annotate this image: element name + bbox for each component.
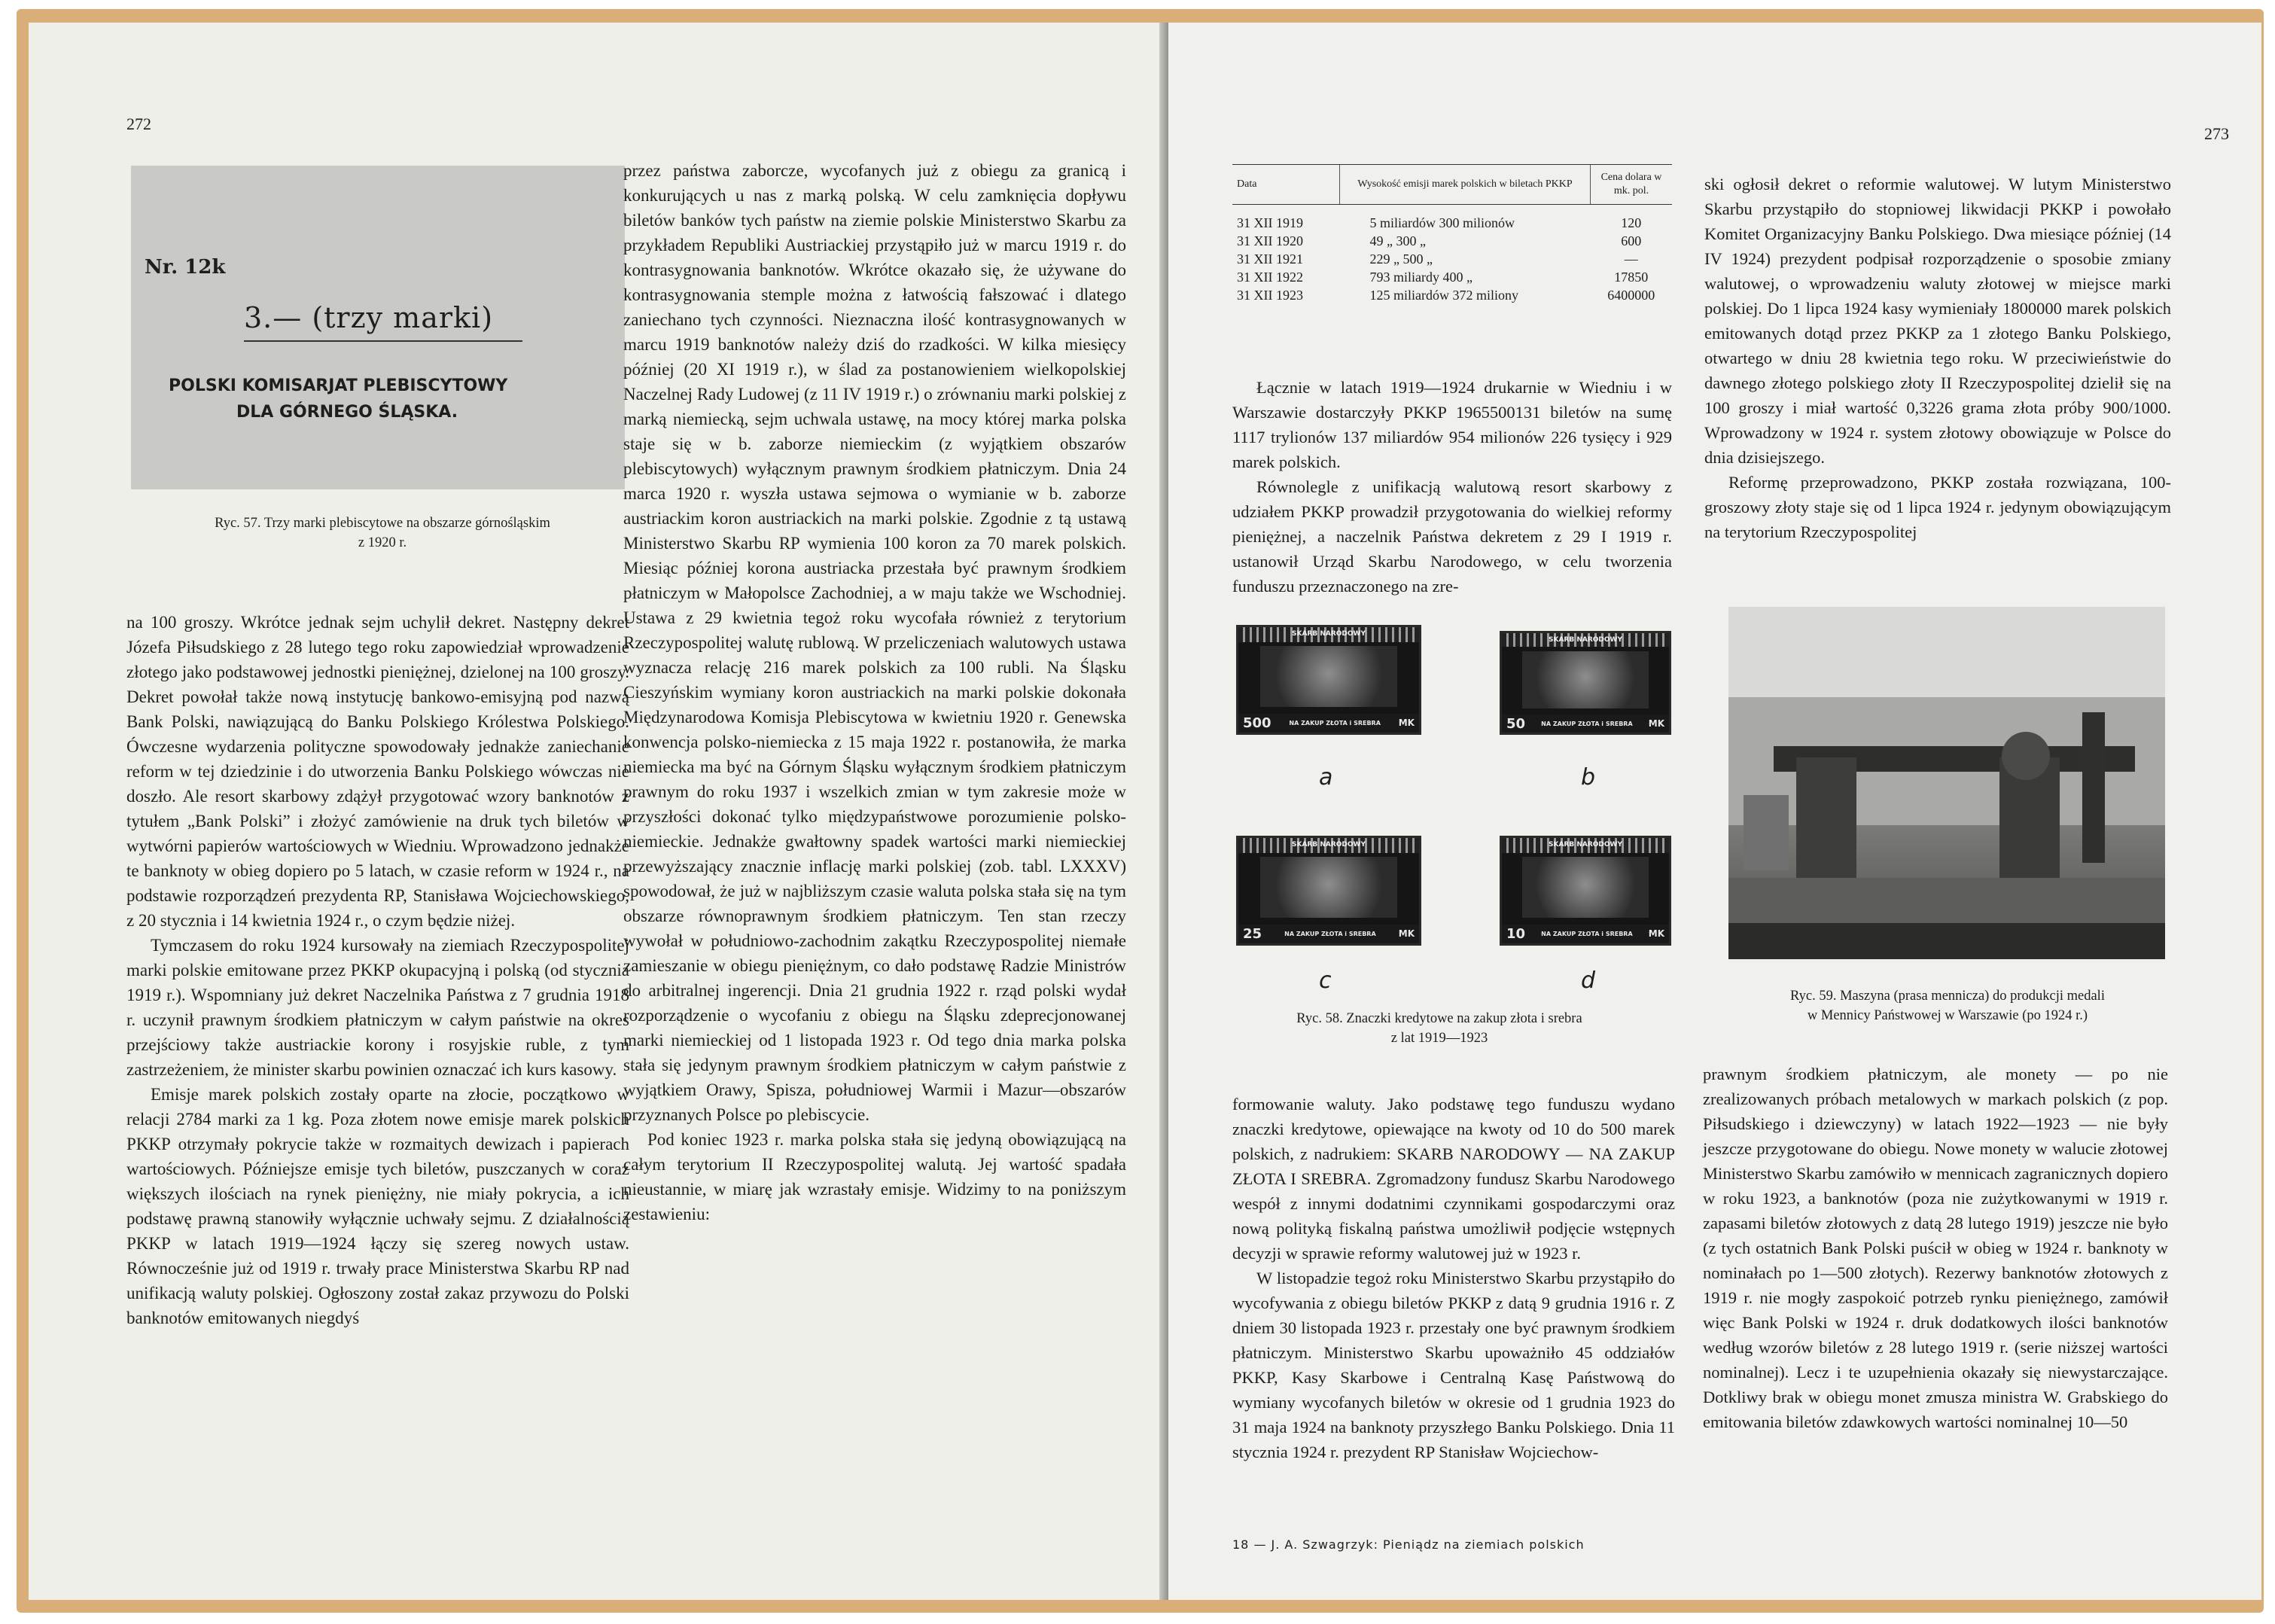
figure-57-line1: POLSKI KOMISARJAT PLEBISCYTOWY <box>169 376 508 395</box>
credit-stamp-d <box>1500 836 1671 946</box>
paragraph: Łącznie w latach 1919—1924 drukarnie w Wiedniu i w Warszawie dostarczyły PKKP 1965500131 biletów na sumę 1117 trylionów 137 miliardów 954 milionów 226 tysięcy i 929 marek polskich. <box>1232 378 1672 471</box>
stamp-vignette <box>1522 857 1649 918</box>
table-cell: 31 XII 1920 <box>1237 233 1303 248</box>
table-row <box>1232 286 1672 304</box>
caption-line: Ryc. 57. Trzy marki plebiscytowe na obszarze górnośląskim <box>215 516 550 531</box>
figure-57-caption <box>142 513 623 553</box>
stamp-band-text: NA ZAKUP ZŁOTA i SREBRA <box>1541 720 1633 727</box>
stamp-band-text: NA ZAKUP ZŁOTA i SREBRA <box>1284 930 1376 937</box>
paragraph: W listopadzie tegoż roku Ministerstwo Skarbu przystąpiło do wycofywania z obiegu biletów PKKP z datą 9 grudnia 1916 r. Z dniem 30 listopada 1923 r. przestały one być prawnym środkiem płatniczym. Ministerstwo Skarbu upoważniło 45 oddziałów PKKP, Kasy Skarbowe i Centralną Kasę Państwową do wymiany wycofanych biletów w okresie od 1 grudnia 1923 do 31 maja 1924 na banknoty przyszłego Banku Polskiego. Dnia 11 stycznia 1924 r. prezydent RP Stanisław Wojciechow- <box>1232 1269 1675 1461</box>
table-row <box>1232 250 1672 268</box>
stamp-vignette <box>1522 651 1649 709</box>
stamp-value: 25 <box>1243 925 1262 942</box>
table-cell: 125 miliardów 372 miliony <box>1369 288 1518 303</box>
paragraph: Tymczasem do roku 1924 kursowały na ziemiach Rzeczypospolitej marki polskie emitowane przez PKKP okupacyjną i polską (od stycznia 1919 r.). Wspomniany już dekret Naczelnika Państwa z 7 grudnia 1918 r. uczynił prawnym środkiem płatniczym w całym państwie na okres przejściowy także austriackie korony i rosyjskie ruble, z tym zastrzeżeniem, że minister skarbu powinien oznaczać ich kurs kasowy. <box>126 936 629 1079</box>
minting-press-photo <box>1728 607 2165 959</box>
table-row <box>1232 268 1672 286</box>
figure-57-title: 3.— (trzy marki) <box>244 301 494 334</box>
stamp-value: 10 <box>1506 925 1526 942</box>
paragraph: Emisje marek polskich zostały oparte na złocie, początkowo w relacji 2784 marki za 1 kg. Poza złotem nowe emisje marek polskich PKKP otrzymały pokrycie także w rozmaitych dewizach i papierach wartościowych. Późniejsze emisje tych biletów, puszczanych w coraz większych ilościach na rynek pieniężny, nie miały pokrycia, a ich podstawę prawną stanowiły wyłącznie uchwały sejmu. Z działalnością PKKP w latach 1919—1924 łączy się szereg nowych ustaw. Równocześnie już od 1919 r. trwały prace Ministerstwa Skarbu RP nad unifikacją waluty polskiej. Ogłoszony został zakaz przywozu do Polski banknotów emitowanych niegdyś <box>126 1085 629 1327</box>
table-header: Wysokość emisji marek polskich w biletach PKKP <box>1340 165 1591 205</box>
stamp-value-band <box>1238 925 1419 943</box>
table-cell: 31 XII 1919 <box>1237 215 1303 230</box>
stamp-header-text: SKARB NARODOWY <box>1292 841 1366 849</box>
paragraph: Reformę przeprowadzono, PKKP została rozwiązana, 100-groszowy złoty staje się od 1 lipca 1924 r. jedynym obowiązującym na terytorium Rzeczypospolitej <box>1704 473 2171 541</box>
paragraph: Równolegle z unifikacją walutową resort skarbowy z udziałem PKKP prowadził przygotowania do wielkiej reformy pieniężnej, a naczelnik Państwa dekretem z 29 I 1919 r. ustanowił Urząd Skarbu Narodowego, w celu tworzenia funduszu przeznaczonego na zre- <box>1232 477 1672 596</box>
paragraph: przez państwa zaborcze, wycofanych już z obiegu za granicą i konkurujących u nas z marką polską. W celu zamknięcia dopływu biletów banków tych państw na ziemie polskie Ministerstwo Skarbu za przykładem Republiki Austriackiej przystąpiło już w marcu 1919 r. do kontrasygnowania banknotów. Wkrótce okazało się, że używane do kontrasygnowania stemple można z łatwością fałszować i dlatego zaniechano tych czynności. Nieznaczna ilość kontrasygnowanych w marcu 1919 banknotów należy dziś do rzadkości. W kilka miesięcy później (20 XI 1919 r.), w ślad za postanowieniem wielkopolskiej Naczelnej Rady Ludowej (z 11 IV 1919 r.) o zrównaniu marki polskiej z marką niemiecką, sejm uchwala ustawę, na mocy której marka polska staje się w b. zaborze niemieckim (z wyjątkiem obszarów plebiscytowych) wyłącznym prawnym środkiem płatniczym. Dnia 24 marca 1920 r. wyszła ustawa sejmowa o wymianie w b. zaborze austriackim koron austriackich na marki polskie. Zgodnie z tą ustawą Ministerstwo Skarbu RP wymienia 100 koron za 70 marek polskich. Miesiąc później korona austriacka przestała być prawnym środkiem płatniczym w Małopolsce Zachodniej, a w maju także we Wschodniej. Ustawa z 29 kwietnia tegoż roku wycofała również z terytorium Rzeczypospolitej walutę rublową. W przeliczeniach walutowych ustawa wyznacza relację 216 marek polskich za 100 rubli. Na Śląsku Cieszyńskim wymiany koron austriackich na marki polskie dokonała Międzynarodowa Komisja Plebiscytowa w kwietniu 1920 r. Genewska konwencja polsko-niemiecka z 15 maja 1922 r. postanowiła, że marka niemiecka ma być na Górnym Śląsku wyłącznym środkiem płatniczym prawnym do roku 1937 i wszelkich zmian w tym zakresie może w przyszłości dokonać tylko międzypaństwowe porozumienie polsko-niemieckie. Jednakże gwałtowny spadek wartości marki niemieckiej przewyższający znacznie inflację marki polskiej (zob. tabl. LXXXV) spowodował, że już w najbliższym czasie waluta polska stała się na tym obszarze równoprawnym środkiem płatniczym. Ten stan rzeczy wywołał w południowo-zachodnim zakątku Rzeczypospolitej niemałe zamieszanie w obiegu pieniężnym, co dało podstawę Radzie Ministrów do arbitralnej ingerencji. Dnia 21 grudnia 1922 r. rząd polski wydał rozporządzenie o wycofaniu z obiegu na Śląsku zdeprecjonowanej marki niemieckiej od 1 listopada 1923 r. Od tego dnia marka polska stała się jedynym prawnym środkiem płatniczym w całym państwie z wyjątkiem Orawy, Spisza, południowej Warmii i Mazur—obszarów przyznanych Polsce po plebiscycie. <box>623 161 1126 1124</box>
stamp-header-text: SKARB NARODOWY <box>1549 636 1622 644</box>
text-column-4-top <box>1704 172 2171 544</box>
caption-line: z lat 1919—1923 <box>1390 1031 1488 1046</box>
table-cell: 31 XII 1923 <box>1237 288 1303 303</box>
caption-line: Ryc. 58. Znaczki kredytowe na zakup złota i srebra <box>1296 1011 1582 1026</box>
left-page <box>29 23 1167 1600</box>
table-cell: 120 <box>1621 215 1642 230</box>
caption-line: Ryc. 59. Maszyna (prasa mennicza) do produkcji medali <box>1790 989 2105 1004</box>
credit-stamp-b <box>1500 631 1671 735</box>
table-cell: 31 XII 1921 <box>1237 251 1303 267</box>
text-column-2 <box>623 158 1126 1226</box>
stamp-letter: a <box>1319 764 1333 791</box>
stamp-header-text: SKARB NARODOWY <box>1549 841 1622 849</box>
page-number-right: 273 <box>2204 124 2229 143</box>
text-column-1 <box>126 610 629 1330</box>
stamp-value: 500 <box>1243 714 1272 731</box>
table-cell: 793 miliardy 400 „ <box>1369 270 1473 285</box>
stamp-unit: MK <box>1648 928 1664 940</box>
stamp-unit: MK <box>1648 718 1664 730</box>
figure-58-caption <box>1214 1009 1665 1048</box>
text-column-3-top <box>1232 375 1672 599</box>
page-footer: 18 — J. A. Szwagrzyk: Pieniądz na ziemiach polskich <box>1232 1537 1585 1552</box>
stamp-vignette <box>1260 857 1397 918</box>
credit-stamp-a <box>1236 625 1421 735</box>
caption-line: z 1920 r. <box>358 535 407 550</box>
caption-line: w Mennicy Państwowej w Warszawie (po 1924 r.) <box>1807 1008 2088 1023</box>
table-header: Cena dolara w mk. pol. <box>1591 165 1673 205</box>
stamp-value-band <box>1502 925 1669 943</box>
table-cell: 6400000 <box>1607 288 1655 303</box>
stamp-letter: d <box>1581 967 1596 994</box>
stamp-band-text: NA ZAKUP ZŁOTA i SREBRA <box>1541 930 1633 937</box>
table-cell: — <box>1624 251 1638 267</box>
figure-59-caption <box>1725 986 2170 1025</box>
table-cell: 49 „ 300 „ <box>1369 233 1426 248</box>
credit-stamp-c <box>1236 836 1421 946</box>
stamp-vignette <box>1260 646 1397 707</box>
paragraph: formowanie waluty. Jako podstawę tego funduszu wydano znaczki kredytowe, opiewające na kwoty od 10 do 500 marek polskich, z nadrukiem: SKARB NARODOWY — NA ZAKUP ZŁOTA I SREBRA. Zgromadzony fundusz Skarbu Narodowego wespół z innymi dodatnimi czynnikami gospodarczymi oraz nową polityką fiskalną państwa umożliwił podjęcie wstępnych decyzji w sprawie reformy walutowej już w 1923 r. <box>1232 1095 1675 1263</box>
table-cell: 229 „ 500 „ <box>1369 251 1433 267</box>
right-page <box>1168 23 2261 1600</box>
table-cell: 600 <box>1621 233 1642 248</box>
stamp-letter: c <box>1319 967 1332 994</box>
stamp-band-text: NA ZAKUP ZŁOTA i SREBRA <box>1289 719 1381 727</box>
figure-57-line2: DLA GÓRNEGO ŚLĄSKA. <box>236 403 458 422</box>
stamp-letter: b <box>1581 764 1596 791</box>
table-header-row <box>1232 165 1672 205</box>
stamp-unit: MK <box>1398 718 1415 729</box>
text-column-4-bottom <box>1703 1062 2168 1434</box>
stamp-header-text: SKARB NARODOWY <box>1292 630 1366 638</box>
stamp-value: 50 <box>1506 715 1526 732</box>
stamp-value-band <box>1502 714 1669 733</box>
paragraph: prawnym środkiem płatniczym, ale monety — po nie zrealizowanych próbach metalowych w markach polskich (z pop. Piłsudskiego i dziewczyny) w latach 1922—1923 — nie były jeszcze przygotowane do obiegu. Nowe monety w walucie złotowej Ministerstwo Skarbu zamówiło w mennicach zagranicznych dopiero w roku 1923, a banknotów (poza nie zużytkowanymi w 1919 r. zapasami biletów złotowych z datą 28 lutego 1919) jeszcze nie było (z tych ostatnich Bank Polski puścił w obieg w 1924 r. banknoty w nominałach po 1—500 złotych). Rezerwy banknotów złotowych z 1919 r. nie mogły zaspokoić potrzeb rynku pieniężnego, zamówił więc Bank Polski w 1924 r. druk dodatkowych ilości banknotów według wzorów biletów z 28 lutego 1919 r. (serie niższej wartości nominalnej). Lecz i te uzupełnienia okazały się niewystarczające. Dotkliwy brak w obiegu monet zmusza ministra W. Grabskiego do emitowania biletów zdawkowych wartości nominalnej 10—50 <box>1703 1065 2168 1431</box>
figure-57-photo <box>131 166 625 489</box>
stamp-unit: MK <box>1398 928 1415 940</box>
press-machine-illustration <box>1728 607 2165 959</box>
paragraph: na 100 groszy. Wkrótce jednak sejm uchylił dekret. Następny dekret Józefa Piłsudskiego z 28 lutego tego roku zapowiedział wprowadzenie złotego jako podstawowej jednostki pieniężnej, dzielonej na 100 groszy. Dekret powołał także nową instytucję bankowo-emisyjną pod nazwą Bank Polski, nawiązującą do Banku Polskiego Królestwa Polskiego. Ówczesne wydarzenia polityczne spowodowały jednakże zaniechanie reform w tej dziedzinie i do utworzenia Banku Polskiego wówczas nie doszło. Ale resort skarbowy zdążył przygotować wzory banknotów z tytułem „Bank Polski” i złożyć zamówienie na druk tych biletów w wytwórni papierów wartościowych w Wiedniu. Wprowadzono jednakże te banknoty w obieg dopiero po 5 latach, w czasie reform w 1924 r., na podstawie rozporządzeń prezydenta RP, Stanisława Wojciechowskiego, z 20 stycznia i 14 kwietnia 1924 r., o czym będzie niżej. <box>126 613 629 930</box>
table-cell: 17850 <box>1614 270 1649 285</box>
stamp-value-band <box>1238 714 1419 733</box>
table-row <box>1232 205 1672 233</box>
figure-57-rule <box>244 340 522 342</box>
table-cell: 5 miliardów 300 milionów <box>1369 215 1515 230</box>
table-cell: 31 XII 1922 <box>1237 270 1303 285</box>
table-header: Data <box>1232 165 1340 205</box>
emission-table <box>1232 164 1672 304</box>
text-column-3-bottom <box>1232 1092 1675 1464</box>
page-number-left: 272 <box>126 114 151 133</box>
figure-57-nr: Nr. 12k <box>145 256 226 279</box>
table-row <box>1232 232 1672 250</box>
paragraph: Pod koniec 1923 r. marka polska stała się jedyną obowiązującą na całym terytorium II Rzeczypospolitej walutą. Jej wartość spadała nieustannie, w miarę jak wzrastały emisje. Widzimy to na poniższym zestawieniu: <box>623 1130 1126 1223</box>
paragraph: ski ogłosił dekret o reformie walutowej. W lutym Ministerstwo Skarbu przystąpiło do stopniowej likwidacji PKKP i powołało Komitet Organizacyjny Banku Polskiego. Dwa miesiące później (14 IV 1924) prezydent podpisał rozporządzenie o sposobie zmiany walutowej, o wprowadzeniu waluty złotowej w miejsce marki polskiej. Do 1 lipca 1924 kasy wymieniały 1800000 marek polskich emitowanych dotąd przez PKKP za 1 złotego Banku Polskiego, otwartego w dniu 28 kwietnia tego roku. W przeciwieństwie do dawnego złotego polskiego złoty II Rzeczypospolitej dzielił się na 100 groszy i miał wartość 0,3226 grama złota próby 900/1000. Wprowadzony w 1924 r. system złotowy obowiązuje w Polsce do dnia dzisiejszego. <box>1704 175 2171 467</box>
